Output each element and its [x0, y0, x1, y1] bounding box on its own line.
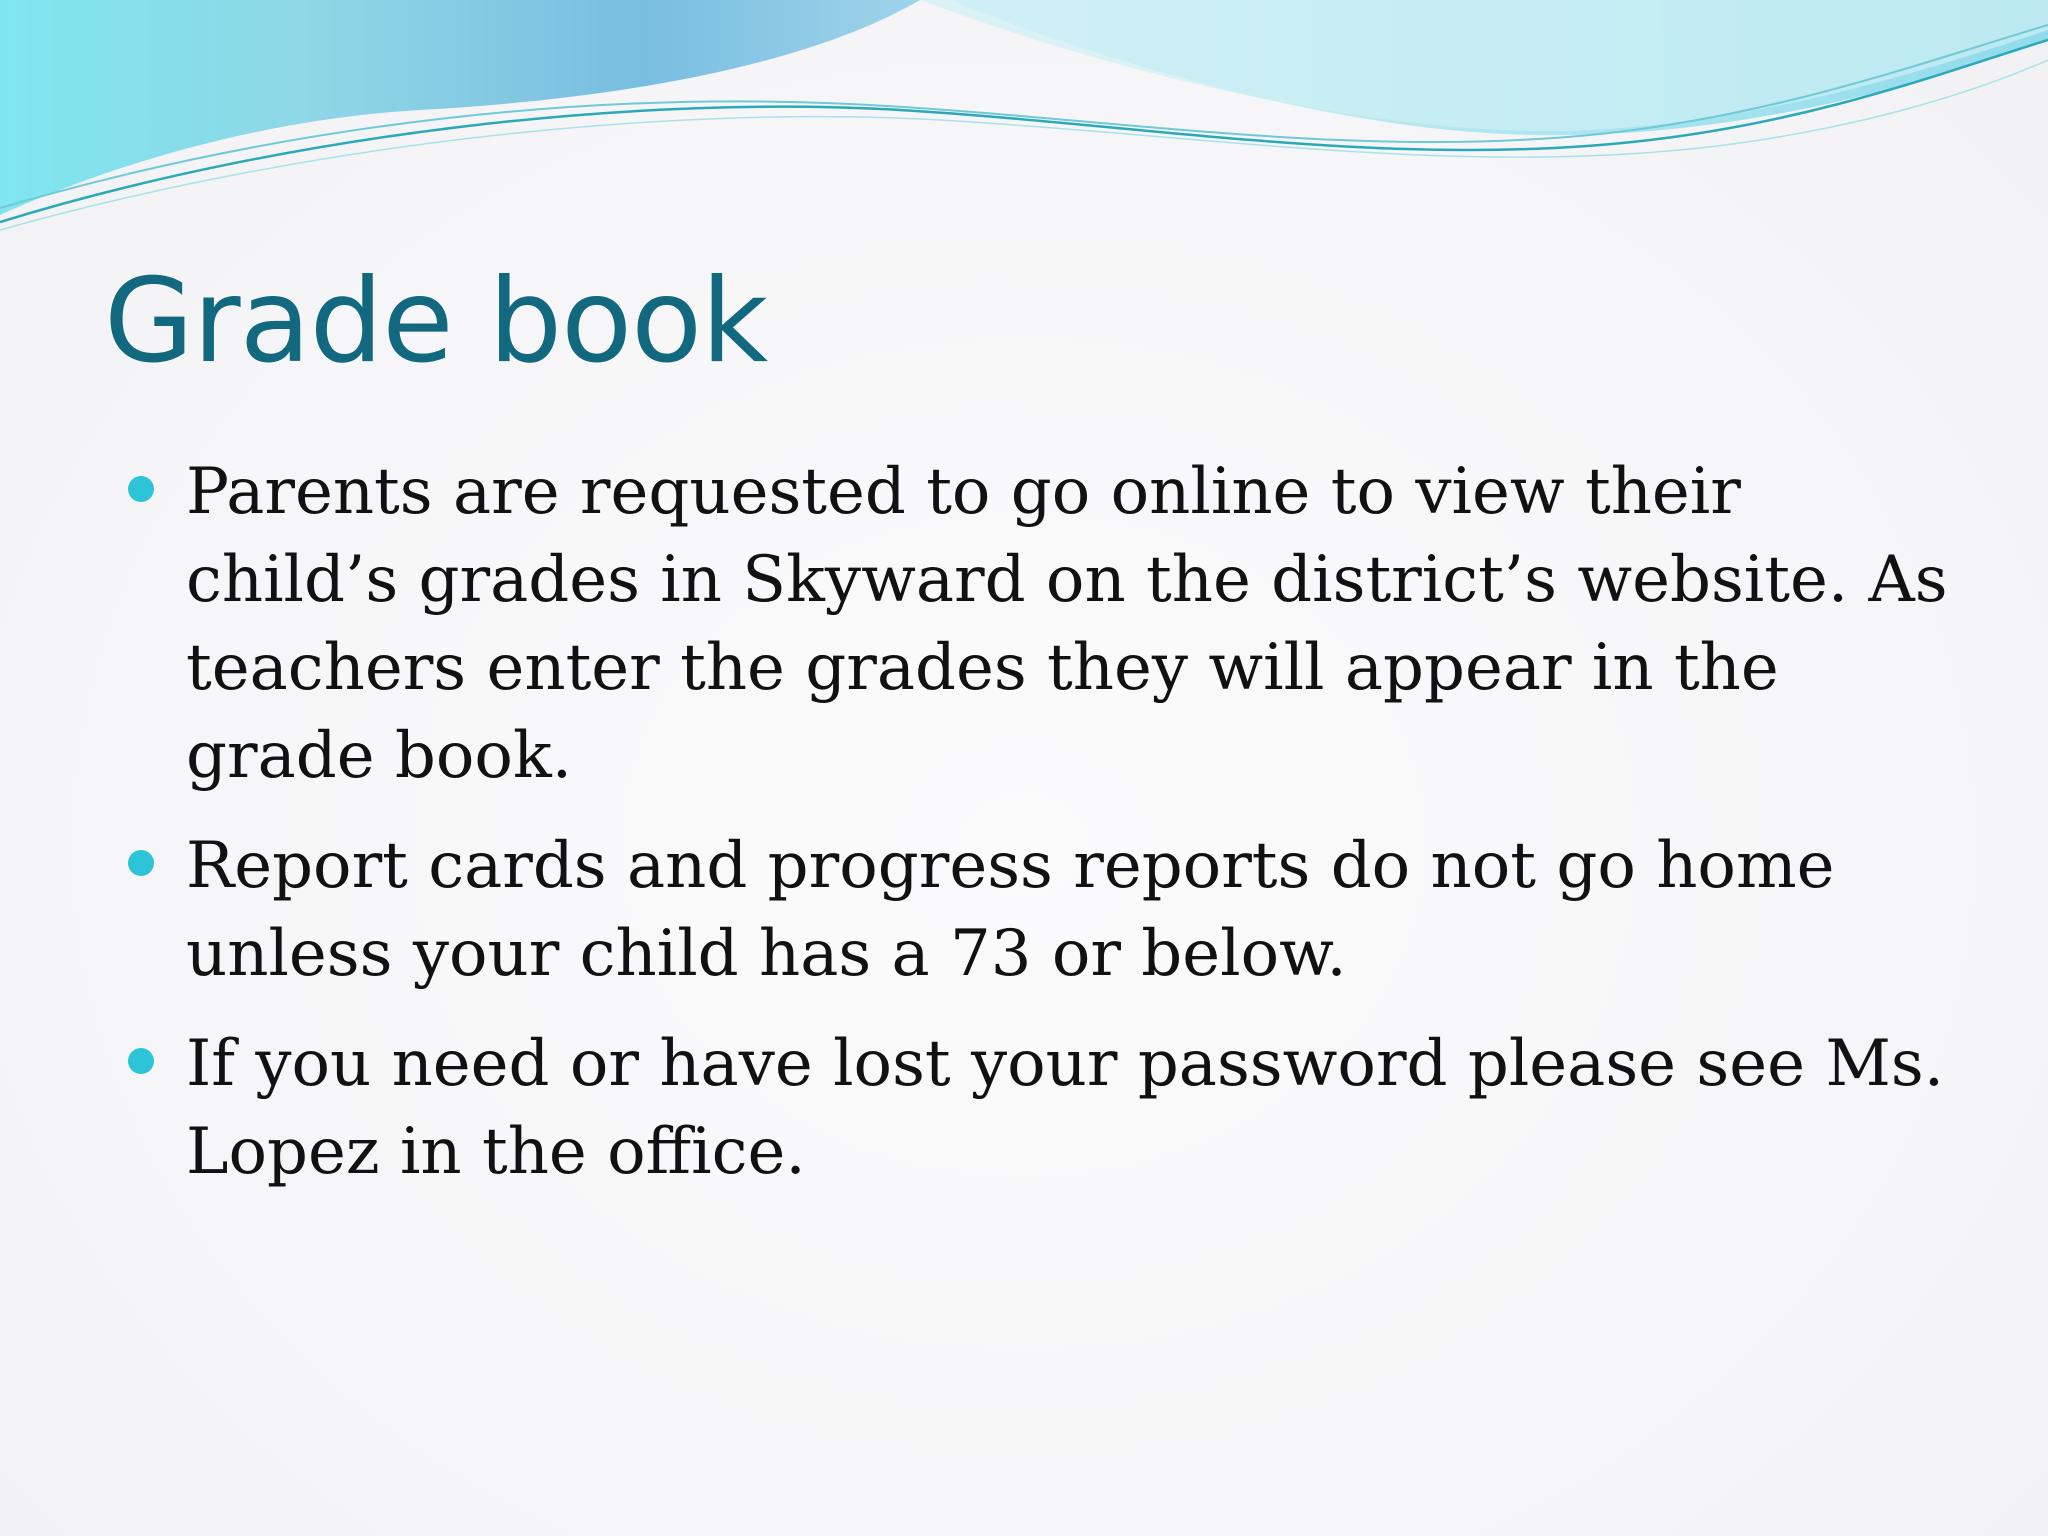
bullet-text: If you need or have lost your password please see Ms. Lopez in the office.	[186, 1027, 1945, 1189]
bullet-marker-icon	[128, 850, 154, 876]
bullet-marker-icon	[128, 476, 154, 502]
header-wave-icon	[0, 0, 2048, 240]
bullet-marker-icon	[128, 1048, 154, 1074]
list-item	[124, 822, 1954, 998]
page-title: Grade book	[104, 254, 768, 389]
bullet-text: Parents are requested to go online to view their child’s grades in Skyward on the district’s website. As teachers enter the grades they will appear in the grade book.	[186, 455, 1948, 793]
bullet-text: Report cards and progress reports do not go home unless your child has a 73 or below.	[186, 829, 1835, 991]
list-item	[124, 1020, 1954, 1196]
list-item	[124, 448, 1954, 800]
bullet-list	[124, 448, 1954, 1218]
